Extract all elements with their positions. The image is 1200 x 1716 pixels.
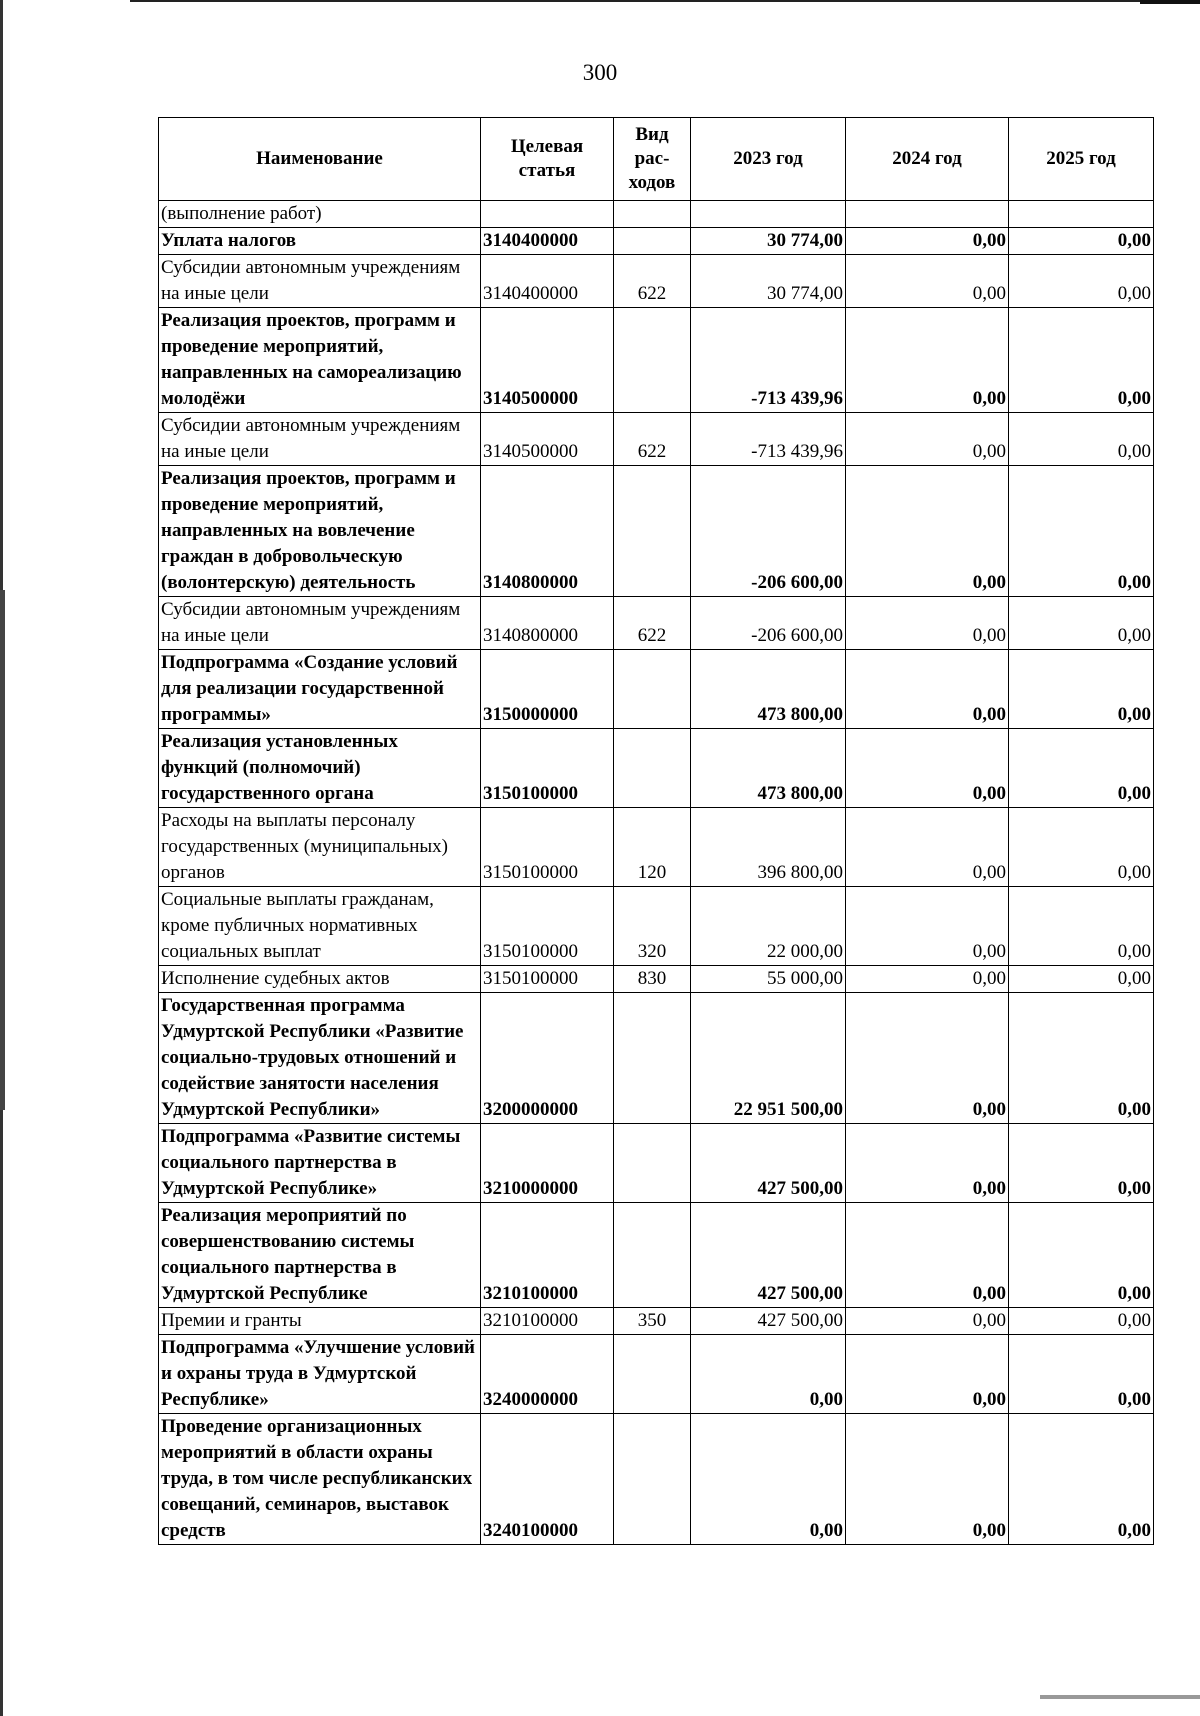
- row-2023: 0,00: [691, 1335, 846, 1414]
- row-2024: 0,00: [846, 1335, 1009, 1414]
- row-name: (выполнение работ): [159, 201, 481, 228]
- scan-edge-top-right: [1140, 0, 1200, 4]
- table-row: [159, 1124, 1154, 1203]
- budget-table: [158, 117, 1154, 1545]
- table-header-row: [159, 118, 1154, 201]
- row-2024: 0,00: [846, 308, 1009, 413]
- row-2024: 0,00: [846, 413, 1009, 466]
- row-kind: [614, 650, 691, 729]
- row-2025: 0,00: [1009, 729, 1154, 808]
- row-code: 3140800000: [481, 466, 614, 597]
- table-body: [159, 201, 1154, 1545]
- row-kind: [614, 201, 691, 228]
- row-code: 3210000000: [481, 1124, 614, 1203]
- row-kind: 622: [614, 413, 691, 466]
- row-kind: 320: [614, 887, 691, 966]
- row-2024: 0,00: [846, 1414, 1009, 1545]
- table-row: [159, 993, 1154, 1124]
- row-kind: 622: [614, 255, 691, 308]
- row-2025: 0,00: [1009, 1414, 1154, 1545]
- row-code: 3150100000: [481, 966, 614, 993]
- table-row: [159, 255, 1154, 308]
- row-name: Субсидии автономным учреждениям на иные цели: [159, 597, 481, 650]
- row-2023: 22 951 500,00: [691, 993, 846, 1124]
- row-code: [481, 201, 614, 228]
- row-kind: [614, 1414, 691, 1545]
- row-2024: 0,00: [846, 255, 1009, 308]
- row-2023: 30 774,00: [691, 255, 846, 308]
- table-row: [159, 228, 1154, 255]
- row-code: 3150100000: [481, 887, 614, 966]
- row-kind: [614, 228, 691, 255]
- row-code: 3140500000: [481, 413, 614, 466]
- row-2023: -713 439,96: [691, 413, 846, 466]
- row-name: Субсидии автономным учреждениям на иные цели: [159, 255, 481, 308]
- table-row: [159, 1335, 1154, 1414]
- header-2023: 2023 год: [691, 118, 846, 201]
- table-row: [159, 1414, 1154, 1545]
- header-code: Целевая статья: [481, 118, 614, 201]
- table-row: [159, 201, 1154, 228]
- table-row: [159, 650, 1154, 729]
- row-name: Социальные выплаты гражданам, кроме публичных нормативных социальных выплат: [159, 887, 481, 966]
- row-code: 3140800000: [481, 597, 614, 650]
- row-2025: 0,00: [1009, 1308, 1154, 1335]
- row-name: Реализация мероприятий по совершенствованию системы социального партнерства в Удмуртской Республике: [159, 1203, 481, 1308]
- row-2024: [846, 201, 1009, 228]
- row-2024: 0,00: [846, 966, 1009, 993]
- row-code: 3150000000: [481, 650, 614, 729]
- row-2023: 473 800,00: [691, 650, 846, 729]
- row-code: 3200000000: [481, 993, 614, 1124]
- row-kind: [614, 729, 691, 808]
- row-2023: 473 800,00: [691, 729, 846, 808]
- row-code: 3210100000: [481, 1203, 614, 1308]
- row-2025: [1009, 201, 1154, 228]
- row-code: 3150100000: [481, 729, 614, 808]
- row-2023: -206 600,00: [691, 466, 846, 597]
- row-name: Реализация проектов, программ и проведение мероприятий, направленных на вовлечение граждан в добровольческую (волонтерскую) деятельность: [159, 466, 481, 597]
- row-2024: 0,00: [846, 597, 1009, 650]
- table-row: [159, 413, 1154, 466]
- row-2024: 0,00: [846, 993, 1009, 1124]
- table-row: [159, 466, 1154, 597]
- row-2024: 0,00: [846, 887, 1009, 966]
- row-code: 3150100000: [481, 808, 614, 887]
- row-2025: 0,00: [1009, 466, 1154, 597]
- row-2023: [691, 201, 846, 228]
- row-2025: 0,00: [1009, 597, 1154, 650]
- table-row: [159, 966, 1154, 993]
- row-name: Уплата налогов: [159, 228, 481, 255]
- row-kind: 622: [614, 597, 691, 650]
- row-2024: 0,00: [846, 1124, 1009, 1203]
- table-row: [159, 1203, 1154, 1308]
- row-2025: 0,00: [1009, 1124, 1154, 1203]
- row-kind: 830: [614, 966, 691, 993]
- row-2023: 427 500,00: [691, 1124, 846, 1203]
- row-kind: [614, 1335, 691, 1414]
- row-code: 3240000000: [481, 1335, 614, 1414]
- row-2023: -713 439,96: [691, 308, 846, 413]
- row-2025: 0,00: [1009, 808, 1154, 887]
- row-2023: 427 500,00: [691, 1308, 846, 1335]
- row-2023: 0,00: [691, 1414, 846, 1545]
- row-kind: [614, 1124, 691, 1203]
- row-2024: 0,00: [846, 650, 1009, 729]
- row-2023: 55 000,00: [691, 966, 846, 993]
- header-2025: 2025 год: [1009, 118, 1154, 201]
- row-code: 3140500000: [481, 308, 614, 413]
- row-2025: 0,00: [1009, 1335, 1154, 1414]
- scan-edge-bottom: [1040, 1695, 1200, 1699]
- row-name: Государственная программа Удмуртской Республики «Развитие социально-трудовых отношений и содействие занятости населения Удмуртской Республики»: [159, 993, 481, 1124]
- row-2023: 427 500,00: [691, 1203, 846, 1308]
- row-2023: 30 774,00: [691, 228, 846, 255]
- header-kind: Вид рас-ходов: [614, 118, 691, 201]
- row-kind: 120: [614, 808, 691, 887]
- header-name: Наименование: [159, 118, 481, 201]
- row-name: Подпрограмма «Создание условий для реализации государственной программы»: [159, 650, 481, 729]
- row-name: Реализация установленных функций (полномочий) государственного органа: [159, 729, 481, 808]
- table-row: [159, 308, 1154, 413]
- row-kind: [614, 1203, 691, 1308]
- row-code: 3240100000: [481, 1414, 614, 1545]
- row-name: Субсидии автономным учреждениям на иные цели: [159, 413, 481, 466]
- row-2024: 0,00: [846, 1203, 1009, 1308]
- row-kind: [614, 308, 691, 413]
- row-2025: 0,00: [1009, 887, 1154, 966]
- row-2025: 0,00: [1009, 308, 1154, 413]
- row-name: Проведение организационных мероприятий в области охраны труда, в том числе республиканских совещаний, семинаров, выставок средств: [159, 1414, 481, 1545]
- row-code: 3140400000: [481, 228, 614, 255]
- row-2023: 396 800,00: [691, 808, 846, 887]
- row-kind: [614, 993, 691, 1124]
- scan-edge-left-shadow: [0, 590, 5, 1110]
- row-2025: 0,00: [1009, 650, 1154, 729]
- row-name: Исполнение судебных актов: [159, 966, 481, 993]
- table-row: [159, 808, 1154, 887]
- row-2025: 0,00: [1009, 255, 1154, 308]
- header-2024: 2024 год: [846, 118, 1009, 201]
- row-2024: 0,00: [846, 466, 1009, 597]
- row-2024: 0,00: [846, 1308, 1009, 1335]
- row-name: Реализация проектов, программ и проведение мероприятий, направленных на самореализацию молодёжи: [159, 308, 481, 413]
- row-2024: 0,00: [846, 228, 1009, 255]
- page-number: 300: [582, 60, 618, 85]
- row-code: 3210100000: [481, 1308, 614, 1335]
- row-2025: 0,00: [1009, 228, 1154, 255]
- table-row: [159, 597, 1154, 650]
- scan-edge-top: [130, 0, 1200, 2]
- table-row: [159, 887, 1154, 966]
- row-name: Премии и гранты: [159, 1308, 481, 1335]
- table-row: [159, 1308, 1154, 1335]
- row-2025: 0,00: [1009, 993, 1154, 1124]
- row-2023: -206 600,00: [691, 597, 846, 650]
- row-kind: [614, 466, 691, 597]
- row-name: Подпрограмма «Улучшение условий и охраны труда в Удмуртской Республике»: [159, 1335, 481, 1414]
- row-2023: 22 000,00: [691, 887, 846, 966]
- table-row: [159, 729, 1154, 808]
- row-2024: 0,00: [846, 729, 1009, 808]
- row-2024: 0,00: [846, 808, 1009, 887]
- row-name: Подпрограмма «Развитие системы социального партнерства в Удмуртской Республике»: [159, 1124, 481, 1203]
- row-2025: 0,00: [1009, 966, 1154, 993]
- row-2025: 0,00: [1009, 413, 1154, 466]
- row-kind: 350: [614, 1308, 691, 1335]
- row-2025: 0,00: [1009, 1203, 1154, 1308]
- row-code: 3140400000: [481, 255, 614, 308]
- row-name: Расходы на выплаты персоналу государственных (муниципальных) органов: [159, 808, 481, 887]
